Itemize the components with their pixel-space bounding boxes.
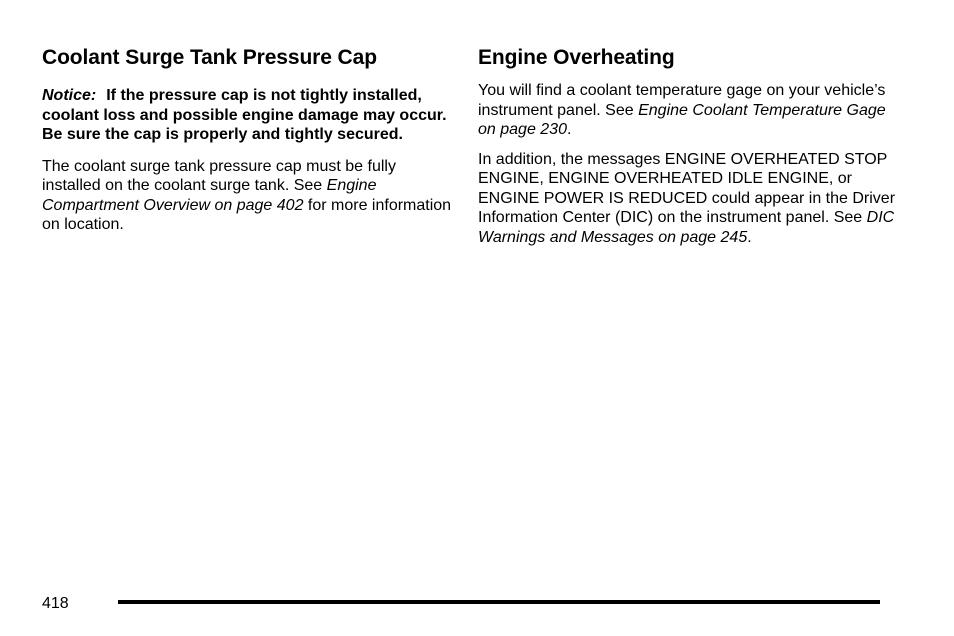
footer-divider [118, 600, 880, 604]
cross-reference-dic-warnings[interactable]: DIC Warnings and Messages on page 245 [478, 209, 895, 246]
body-text: You will find a coolant temperature gage on your vehicle’s instrument panel. See [478, 82, 886, 119]
body-paragraph-coolant-cap [42, 157, 452, 235]
section-heading-coolant-cap: Coolant Surge Tank Pressure Cap [42, 46, 377, 69]
notice-text: If the pressure cap is not tightly installed, coolant loss and possible engine damage may occur. Be sure the cap is properly and tightly secured. [42, 87, 447, 143]
left-column [42, 44, 452, 245]
notice-label: Notice: [42, 87, 97, 104]
notice-paragraph [42, 86, 452, 145]
body-text: for more information on location. [42, 196, 452, 233]
body-text: In addition, the messages ENGINE OVERHEATED STOP ENGINE, ENGINE OVERHEATED IDLE ENGINE, or ENGINE POWER IS REDUCED could appear in the Driver Information Center (DIC) on the instrument panel. See [478, 150, 896, 226]
cross-reference-engine-compartment[interactable]: Engine Compartment Overview on page 402 [42, 177, 377, 214]
body-text: . [566, 121, 572, 138]
page-number: 418 [42, 595, 69, 612]
body-text: The coolant surge tank pressure cap must be fully installed on the coolant surge tank. See [42, 157, 396, 194]
body-text: . [747, 228, 752, 246]
right-column [478, 44, 898, 257]
body-paragraph-dic-messages [478, 150, 898, 248]
section-heading-engine-overheating: Engine Overheating [478, 46, 675, 69]
cross-reference-coolant-gage[interactable]: Engine Coolant Temperature Gage on page 230 [478, 101, 886, 138]
body-paragraph-temperature-gage [478, 81, 898, 140]
